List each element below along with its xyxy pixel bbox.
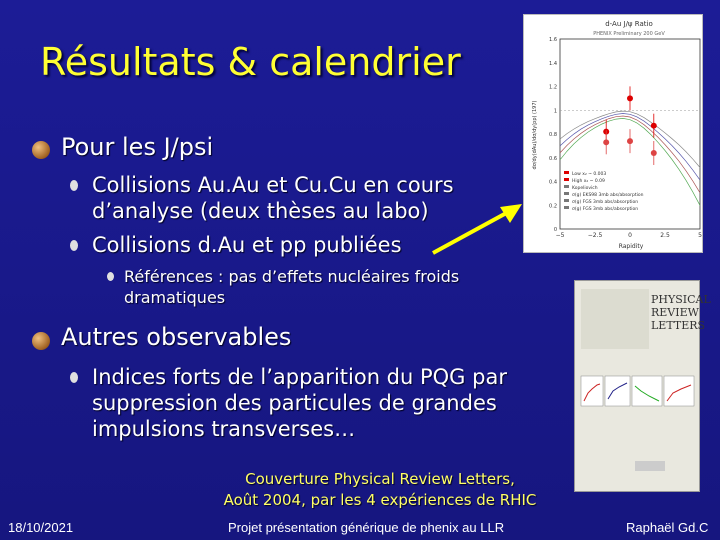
caption-line-1: Couverture Physical Review Letters, bbox=[245, 470, 515, 488]
plot-y-tick-label: 0.6 bbox=[549, 155, 557, 162]
prl-title-line-2: REVIEW bbox=[651, 306, 699, 319]
plot-x-tick-label: −5 bbox=[555, 232, 565, 239]
plot-legend-entry: Kopeliovich bbox=[572, 186, 598, 191]
prl-title-line-1: PHYSICAL bbox=[651, 293, 711, 306]
plot-x-tick-label: 0 bbox=[628, 232, 632, 239]
footer-center: Projet présentation générique de phenix au LLR bbox=[228, 520, 505, 535]
section-bullet-icon bbox=[32, 332, 50, 350]
subitem-bullet-icon bbox=[107, 272, 114, 281]
footer-date: 18/10/2021 bbox=[8, 520, 74, 535]
plot-legend-swatch bbox=[564, 206, 569, 209]
item-dau-pp: Collisions d.Au et pp publiées bbox=[92, 233, 402, 257]
plot-canvas bbox=[524, 15, 702, 252]
plot-data-point bbox=[627, 95, 633, 101]
prl-cover-title bbox=[651, 293, 711, 332]
caption-line-2: Août 2004, par les 4 expériences de RHIC bbox=[223, 491, 537, 509]
plot-legend-entry: σ(g) EKS98 3mb abs/absorption bbox=[572, 193, 644, 198]
slide-title: Résultats & calendrier bbox=[40, 40, 461, 84]
plot-title: d-Au J/ψ Ratio bbox=[605, 20, 653, 28]
plot-legend-entry: σ(g) FGS 3mb abs/absorption bbox=[572, 200, 639, 205]
plot-y-tick-label: 1 bbox=[553, 108, 557, 115]
plot-y-label: dσ/dy(dAu)/dσ/dy(pp) (197) bbox=[532, 100, 538, 170]
plot-legend-swatch bbox=[564, 185, 569, 188]
plot-y-tick-label: 0.8 bbox=[549, 132, 557, 138]
plot-data-point bbox=[651, 150, 657, 156]
plot-legend-swatch bbox=[564, 199, 569, 202]
section-bullet-icon bbox=[32, 141, 50, 159]
footer-author: Raphaël Gd.C bbox=[626, 520, 709, 535]
plot-data-point bbox=[627, 138, 633, 144]
plot-y-tick-label: 0 bbox=[553, 227, 557, 233]
pointer-arrow-icon bbox=[430, 195, 530, 260]
plot-legend-swatch bbox=[564, 192, 569, 195]
prl-title-line-3: LETTERS bbox=[651, 319, 706, 332]
plot-y-tick-label: 1.2 bbox=[549, 84, 557, 91]
subitem-references: Références : pas d’effets nucléaires froids dramatiques bbox=[124, 267, 460, 307]
plot-x-tick-label: 2.5 bbox=[660, 232, 670, 239]
plot-legend-swatch bbox=[564, 171, 569, 174]
plot-legend-entry: σ(g) FGS 3mb abs/absorption bbox=[572, 207, 639, 212]
plot-data-point bbox=[651, 123, 657, 129]
prl-cover-image bbox=[574, 280, 711, 492]
plot-x-tick-label: 5 bbox=[698, 232, 702, 239]
section-heading-jpsi: Pour les J/psi bbox=[61, 133, 214, 161]
plot-legend-entry: Low x₂ ~ 0.003 bbox=[572, 172, 607, 177]
item-bullet-icon bbox=[70, 372, 78, 383]
item-pqg: Indices forts de l’apparition du PQG par suppression des particules de grandes impulsions transverses… bbox=[92, 365, 507, 441]
plot-y-tick-label: 0.4 bbox=[549, 179, 557, 186]
plot-data-point bbox=[603, 139, 609, 145]
item-bullet-icon bbox=[70, 180, 78, 191]
plot-legend-entry: High x₂ ~ 0.09 bbox=[572, 179, 605, 184]
jpsi-ratio-plot bbox=[523, 14, 703, 253]
plot-legend-swatch bbox=[564, 178, 569, 181]
plot-y-tick-label: 1.6 bbox=[549, 37, 557, 43]
section-heading-observables: Autres observables bbox=[61, 323, 292, 351]
cover-caption bbox=[180, 469, 580, 511]
plot-y-tick-label: 1.4 bbox=[549, 60, 557, 67]
item-bullet-icon bbox=[70, 240, 78, 251]
plot-subtitle: PHENIX Preliminary 200 GeV bbox=[593, 31, 665, 37]
plot-y-tick-label: 0.2 bbox=[549, 203, 557, 210]
plot-x-label: Rapidity bbox=[618, 243, 644, 250]
item-auau-cucu: Collisions Au.Au et Cu.Cu en cours d’analyse (deux thèses au labo) bbox=[92, 173, 454, 223]
plot-x-tick-label: −2.5 bbox=[587, 232, 603, 239]
